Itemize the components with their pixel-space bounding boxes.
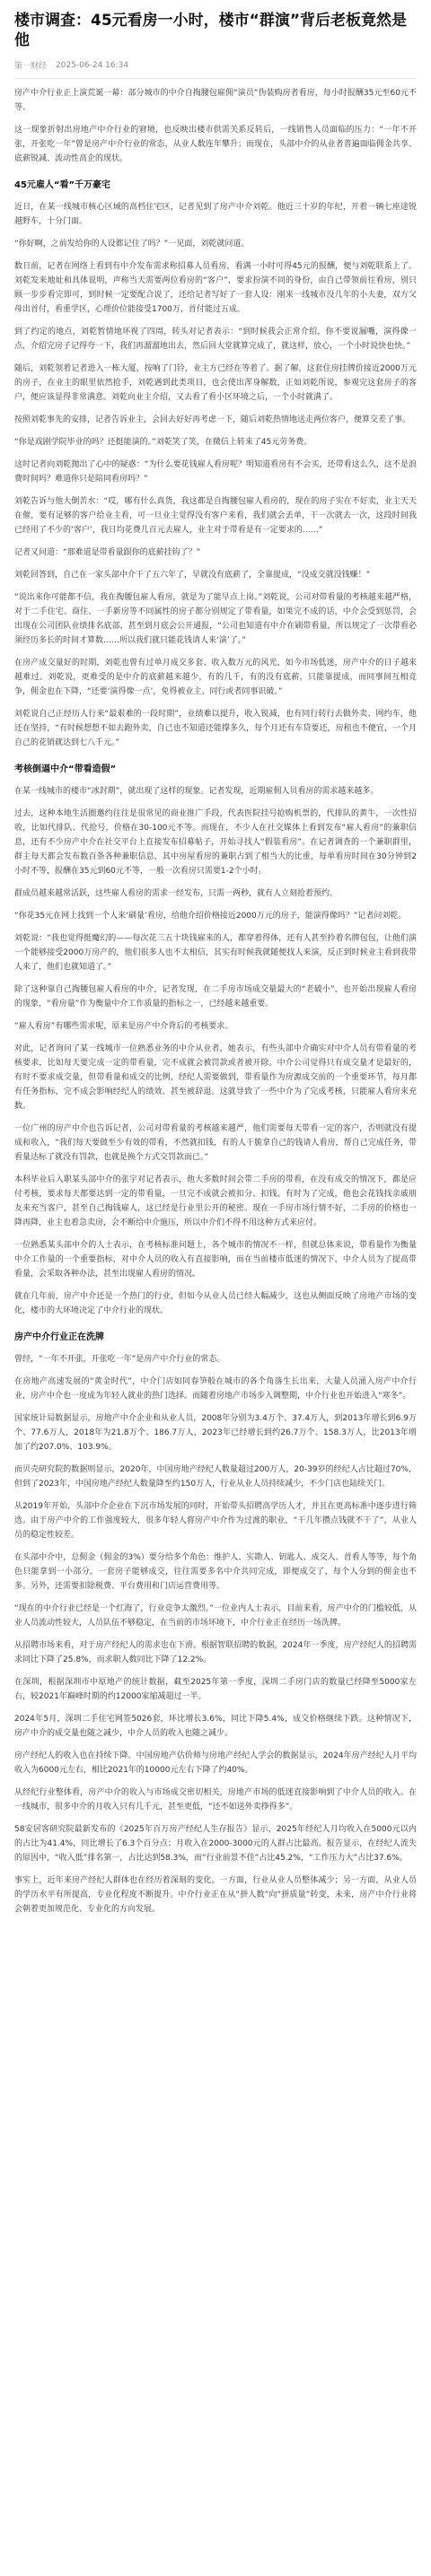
paragraph: 本科毕业后入职某头部中介的张宇对记者表示，他大多数时间会带二手房的带看，在没有成交的情况下，都是应付考核，要求每天都要达到一定的带看量，一旦完不成就会被扣分、扣钱。有时为了完成，他也会花钱找亲戚朋友来充当客户，甚至自己掏钱雇人，这已经是行业里公开的秘密。现在一手房市场行情不好，二手房的价格也一降再降，业主也着急卖房，会不断给中介施压，所以中介们不得不用这种方式来应付。 [14,1175,417,1227]
paragraph: 一位广州的房产中介也告诉记者，公司对带看量的考核越来越严，他们需要每天带看一定的客户，否则就没有提成和收入，“我们每天要做至少有效的带看，不然就扣钱，有的人干脆拿自己的钱请人看房，帮自己完成任务，带看量达标了就没有罚款，也就是换个方式交罚款而已。” [14,1124,417,1162]
paragraph: 国家统计局数据显示，房地产中介企业和从业人员，2008年分别为3.4万个、37.4万人，到2013年增长到6.9万个、77.6万人，2018年为21.8万个、186.7万人，2023年已经增长到约26.7万个、158.3万人，比2013年增加了约207.0%、103.9%。 [14,1414,417,1452]
paragraph: 2024年5月，深圳二手住宅网签5026套，环比增长3.6%，同比下降5.4%，成交价格继续下跌。这种情况下，房产中介的成交量也随之减少，中介人员的收入也随之减少。 [14,1715,417,1738]
paragraph: 在头部中介中，总佣金（佣金的3%）要分给多个角色：维护人、实勘人、钥匙人、成交人、首看人等等，每个角色只能拿到一小部分。一套房子能够成交，往往需要多名中介共同完成，即便成交了，每个人分到的佣金也不多。另外，还需要扣除税费、平台费用和门店运营费用等。 [14,1553,417,1591]
paragraph: 就在几年前，房产中介还是一个热门的行业，但如今从业人员已经大幅减少，这也从侧面反映了房地产市场的变化，楼市的大环境决定了中介行业的现状。 [14,1292,417,1315]
paragraph: “你花35元在网上找到一个人来‘刷量’看房，给他介绍价格接近2000万元的房子，能演得像吗？”记者问刘乾。 [14,912,407,921]
paragraph: 在房产成交量好的时期，刘乾也曾有过单月成交多套、收入数万元的风光，如今市场低迷，房产中介的日子越来越难过。刘乾说，更难受的是中介的底薪越来越少，有的几千，有的没有底薪，只能靠提成，而同事间互相竞争，佣金也在下降，“还要‘演得像一点’，免得被业主、同行或者同事识破。” [14,659,417,696]
article-title: 楼市调查：45元看房一小时，楼市“群演”背后老板竟然是他 [14,12,408,49]
paragraph: 对此，记者询问了某一线城市一位熟悉业务的中介从业者，她表示，有些头部中介确实对中介人员有带看量的考核要求，比如每天要完成一定的带看量，完不成就会被罚款或者被开除。中介公司觉得只有成交量才是最好的，有时不要求成交量，但带看量和成交的比例，经纪人需要做到，带看量作为房源成交前的一个重要环节，每月都有任务指标，完不成会影响经纪人的绩效、甚至被辞退。这就导致了一些中介为了完成考核，只能雇人看房来充数。 [14,1044,417,1111]
paragraph: 房产经纪人的收入也在持续下降。中国房地产估价师与房地产经纪人学会的数据显示，2024年房产经纪人月平均收入为6000元左右，相比2021年的10000元左右下降了约40%。 [14,1751,417,1775]
divider [14,78,417,79]
paragraph: 除了这种靠自己掏腰包雇人看房的中介，记者发现，在二手房市场成交量最大的“老破小”，也开始出现雇人看房的现象，“看房量”作为衡量中介工作质量的指标之一，已经越来越重要。 [14,985,417,1009]
paragraph: 记者又问道：“那难道是带看量跟你的底薪挂钩了？” [14,548,201,557]
section-heading: 房产中介行业正在洗牌 [14,1332,104,1342]
paragraph: 近日，在某一线城市核心区域的高档住宅区，记者见到了房产中介刘乾。他近三十岁的年纪，开着一辆七座途锐越野车，十分门面。 [14,203,417,226]
paragraph: “你好啊，之前发给你的人设都记住了吗？”一见面，刘乾就问道。 [14,240,250,249]
paragraph: 这一现象折射出房地产中介行业的窘境，也反映出楼市供需关系反转后，一线销售人员面临的压力：“一年不开张，开张吃一年”曾是房产中介行业的常态，从业人数连年攀升；而现在，头部中介的从业者普遍面临佣金共享、底薪锐减、流动性高企的现状。 [14,126,417,163]
paragraph: 从经纪行业整体看，房产中介的收入与市场成交密切相关，房地产市场的低迷直接影响到了中介人员的收入。在一线城市，很多中介的月收入只有几千元，甚至更低，“还不如送外卖挣得多”。 [14,1788,417,1812]
paragraph: “雇人看房”有哪些需求呢，原来是房产中介背后的考核要求。 [14,1022,233,1031]
paragraph: 在深圳，根据深圳市中原地产的统计数据，截至2025年第一季度，深圳二手房门店的数量已经降至5000家左右，较2021年巅峰时期的约12000家缩减超过一半。 [14,1678,417,1701]
article-datetime: 2025-06-24 16:34 [56,60,129,70]
paragraph: 刘乾回答到，自己在一家头部中介干了五六年了，早就没有底薪了，全靠提成，“没成交就没钱赚！” [14,571,371,580]
paragraph: 曾经，“一年不开张，开张吃一年”是房产中介行业的常态。 [14,1355,225,1364]
paragraph: 从2019年开始，头部中介企业在下沉市场发展的同时，开始带头招聘高学历人才，并且在更高标准中逐步进行筛选。由于房产中介的工作强度较大，很多年轻人将房产中介作为过渡的职业，“干几年攒点钱就不干了”，从业人员的稳定性较差。 [14,1502,417,1540]
paragraph: 刘乾说：“我也觉得挺魔幻的——每次花三五十块钱雇来的人，都穿着得体，还有人甚至拎着名牌包包，让他们演一个能够接受2000万房产的，他们很多人也不太相信，其实有时候我就随便找人来演，反正到时候业主看到我带人来了，他们也就知道了。” [14,934,417,972]
paragraph: 在某一线城市的楼市“冰封期”，就出现了这样的现象。记者发现，近期雇佣人员看房的需求越来越多。 [14,787,379,796]
article-body [14,86,417,1917]
paragraph: 而贝壳研究院的数据则显示，2020年，中国房地产经纪人数量超过200万人，20-39岁的经纪人占比超过70%，但到了2023年，中国房地产经纪人数量降至约150万人，行业从业人员持续减少，不少门店也陆续关门。 [14,1465,417,1489]
paragraph: 在房地产高速发展的“黄金时代”，中介门店如同春笋般在城市的各个角落生长出来，大量人员涌入房产中介行业，房产中介也一度成为年轻人就业的热门选择。而随着房地产市场步入调整期，中介行业也开始进入“寒冬”。 [14,1377,417,1401]
paragraph: 这时记者向刘乾抛出了心中的疑惑：“为什么要花钱雇人看房呢？明知道看房有不会买，还带看这么久，这不是浪费时间吗？难道你只是陪同看房吗？” [14,460,417,484]
paragraph: 刘乾告诉与他大倒苦水：“哎，哪有什么真货，我这都是自掏腰包雇人看房的，现在的房子实在不好卖，业主天天在催，要有足够的客户给业主看，可一旦业主觉得没有客户来看，我们就会丢单，干一次就去一次，这段时间我已经用了不少的‘客户’，我日均花费几百元去雇人，业主对于带看是有一定要求的……” [14,497,417,535]
paragraph: 按照刘乾事先的安排，记者告诉业主，会回去好好再考虑一下，随后刘乾热情地送走两位客户，便算交差了事。 [14,415,411,424]
article-source[interactable]: 第一财经 [14,62,48,71]
paragraph: “你是戏剧学院毕业的吗？还挺能演的。”刘乾笑了笑，在微信上转来了45元劳务费。 [14,438,312,447]
paragraph: 房产中介行业正上演荒诞一幕：部分城市的中介自掏腰包雇佣“演员”伪装购房者看房，每小时报酬35元至60元不等。 [14,89,417,112]
paragraph: 随后，刘乾领着记者进入一栋大厦，按响了门铃，业主方已经在等着了。据了解，这套住房挂牌价接近2000万元的房子，在业主的眼里依然抢手，刘乾遇到此类项目，也会使出浑身解数，正如刘乾所说，参观完这套房子的客户，便应该显得非常满意。刘乾向业主介绍，又去看了看小区环境之后，一个小时就满了。 [14,364,417,402]
article-meta [14,59,417,71]
paragraph: 事实上，近年来房产经纪人群体也在经历着深刻的变化。一方面，行业从业人员整体减少；另一方面，从业人员的学历水平有所提高，专业化程度不断提升。中介行业正在从“拼人数”向“拼质量”转变，未来，房产中介行业将会朝着更加规范化、专业化的方向发展。 [14,1876,417,1914]
paragraph: 刘乾说自己正经历人行来“最艰难的一段时期”，业绩难以提升，收入锐减，也有同行转行去做外卖、网约车，他还在坚持，“有时候想想不如去跑外卖，自己也不知道还能撑多久，每个月还有车贷要还，房租也不便宜，一个月自己的花销就达到七八千元。” [14,710,417,747]
paragraph: 数日前，记者在网络上看到有中介发布需求称招募人员看房，看满一小时可得45元的报酬，便与刘乾联系上了。刘乾发来地址和具体说明，声称当天需要两位看房的“客户”，要求扮演不同的身份，由自己带领前往看房，别只顾一步步看完即可，到时候一定要配合说了，还给记者写好了一套人设：刚来一线城市没几年的小夫妻，双方父母出首付，看重学区，心理价位能接受1700万，首付能过五成。 [14,262,417,314]
paragraph: 从招聘市场来看，对于房产经纪人的需求也在下滑。根据智联招聘的数据，2024年一季度，房产经纪人的招聘需求同比下降了25.8%，而求职人数同比下降了12.2%。 [14,1641,417,1664]
section-heading: 45元雇人“看”千万豪宅 [14,180,111,190]
paragraph: 58安居客研究院最新发布的《2025年百万房产经纪人生存报告》显示，2025年经纪人月均收入在5000元以内的占比为41.4%，同比增长了6.3个百分点；月收入在2000-3000元的人群占比最高。报告显示，在经纪人流失的原因中，“收入低”排名第一，占比达到58.3%，而“行业前景不佳”占比45.2%，“工作压力大”占比37.6%。 [14,1825,417,1863]
section-heading: 考核倒逼中介“带看造假” [14,764,117,774]
paragraph: 群成员越来越常活跃，这些雇人看房的需求一经发布，只需一两秒，就有人立刻抢着预约。 [14,889,339,898]
paragraph: 到了约定的地点，刘乾暂情地环视了四周，转头对记者表示：“到时候我会正常介绍，你不要说漏嘴，演得像一点，介绍完房子记得夸一下，我们再溜溜地出去，然后回大堂就算完成了，就这样，放心，一个小时说快也快。” [14,327,417,351]
paragraph: “说出来你可能都不信，我在掏腰包雇人看房，就是为了能早点上岗。”刘乾说，公司对带看量的考核越来越严格，对于二手住宅、商住、一手新房等不同属性的房子都分别规定了带看量，如果完不成的话，中介会受到惩罚，会出现在公司团队业绩排名底部，甚至到月底会公开通报，“公司也知道有中介在刷带看量，所以规定了一次带看必须经历多长的时间才算数……所以我们就只能花钱请人来‘演’了。” [14,593,417,645]
paragraph: 过去，这种本地生活圈邀约往往是很常见的商业推广手段，代表医院挂号抢购机票的，代排队的黄牛，一次性招收，比如代排队、代抢号，价格在30-100元不等。而现在，不少人在社交媒体上看到发布“雇人看房”的兼职信息，还有不少房产中介在社交平台上直接发布招募帖子，开始寻找人“假装看房”。在记者调查的一个兼职群里，群主每天都会发布数百条各种兼职信息，其中房屋看房的兼职占到了相当大的比重，每单看房时间在30分钟到2小时不等，报酬在35元到60元不等，一般一次看房只需要1-2个小时。 [14,809,417,876]
paragraph: 一位熟悉某头部中介的人士表示，在考核标准问题上，各个城市的情况不一样，但就总体来说，带看量作为衡量中介工作量的一个重要指标，对中介人员的收入有直接影响，而在当前楼市低迷的情况下，中介人员为了提高带看量，会采取各种办法，甚至出现雇人看房的情况。 [14,1241,417,1279]
paragraph: “现在的中介行业已经是一个红海了，行业竞争太激烈。”一位业内人士表示，目前来看，房产中介的门槛较低，从业人员流动性较大，人员队伍不够稳定，在当前的市场环境下，中介行业正在经历一场洗牌。 [14,1604,417,1628]
